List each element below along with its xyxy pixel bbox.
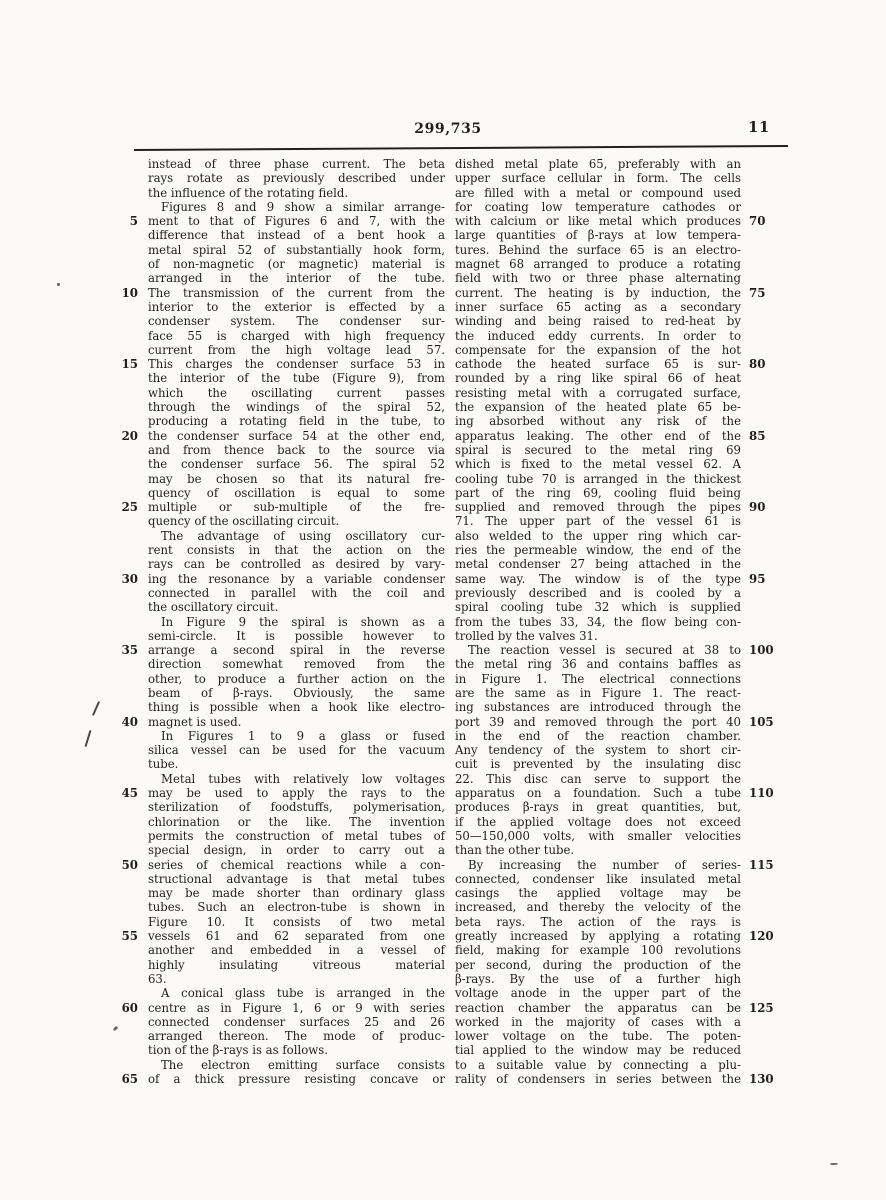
line-text: voltage anode in the upper part of the [455, 986, 741, 1001]
line-number: 5 [129, 214, 138, 229]
text-line [455, 929, 773, 943]
line-text: which is fixed to the metal vessel 62. A [455, 457, 741, 472]
text-line [455, 743, 773, 757]
line-text: in Figure 1. The electrical connections [455, 671, 741, 686]
text-line [112, 900, 445, 914]
text-line [455, 443, 773, 457]
text-line [455, 286, 773, 300]
line-text: face 55 is charged with high frequency [148, 328, 445, 343]
text-line [455, 700, 773, 714]
line-text: vessels 61 and 62 separated from one [148, 929, 445, 944]
line-text: the oscillatory circuit. [148, 600, 279, 615]
text-line [112, 1015, 445, 1029]
line-text: and from thence back to the source via [148, 442, 445, 457]
text-line [455, 228, 773, 242]
text-line [455, 615, 773, 629]
text-line [455, 214, 773, 228]
line-text: worked in the majority of cases with a [455, 1014, 741, 1029]
line-text: for coating low temperature cathodes or [455, 199, 741, 214]
line-number: 100 [749, 643, 774, 658]
line-text: A conical glass tube is arranged in the [161, 986, 445, 1001]
line-number: 125 [749, 1000, 774, 1015]
line-text: sterilization of foodstuffs, polymerisation, [148, 800, 445, 815]
text-line [455, 386, 773, 400]
text-line [112, 228, 445, 242]
line-number: 15 [121, 357, 138, 372]
text-line [455, 343, 773, 357]
line-text: quency of the oscillating circuit. [148, 514, 340, 529]
line-text: multiple or sub-multiple of the fre- [148, 500, 445, 515]
line-text: are filled with a metal or compound used [455, 185, 741, 200]
text-line [455, 729, 773, 743]
line-text: the influence of the rotating field. [148, 185, 349, 200]
text-line [455, 958, 773, 972]
line-text: inner surface 65 acting as a secondary [455, 299, 741, 314]
text-line [455, 486, 773, 500]
line-text: the induced eddy currents. In order to [455, 328, 741, 343]
line-text: metal condenser 27 being attached in the [455, 557, 741, 572]
text-line [455, 257, 773, 271]
line-text: The transmission of the current from the [148, 285, 445, 300]
line-text: spiral cooling tube 32 which is supplied [455, 600, 741, 615]
text-line [112, 729, 445, 743]
text-line [455, 329, 773, 343]
text-line [112, 572, 445, 586]
text-line [455, 186, 773, 200]
line-text: cuit is prevented by the insulating disc [455, 757, 741, 772]
line-text: casings the applied voltage may be [455, 886, 741, 901]
line-text: port 39 and removed through the port 40 [455, 714, 741, 729]
line-text: part of the ring 69, cooling fluid being [455, 485, 741, 500]
text-line [112, 715, 445, 729]
line-text: β-rays. By the use of a further high [455, 971, 741, 986]
line-number: 95 [749, 571, 766, 586]
line-text: may be used to apply the rays to the [148, 786, 445, 801]
line-text: may be made shorter than ordinary glass [148, 886, 445, 901]
line-number: 60 [121, 1000, 138, 1015]
line-text: connected, condenser like insulated metal [455, 871, 741, 886]
line-text: semi-circle. It is possible however to [148, 628, 445, 643]
line-text: Metal tubes with relatively low voltages [161, 771, 445, 786]
text-line [112, 543, 445, 557]
text-line [112, 472, 445, 486]
text-line [455, 886, 773, 900]
line-text: metal spiral 52 of substantially hook form, [148, 242, 445, 257]
line-text: winding and being raised to red-heat by [455, 314, 741, 329]
line-text: the interior of the tube (Figure 9), from [148, 371, 445, 386]
text-line [112, 757, 445, 771]
text-line [455, 986, 773, 1000]
line-number: 85 [749, 428, 766, 443]
line-text: condenser system. The condenser sur- [148, 314, 445, 329]
text-line [455, 900, 773, 914]
text-line [112, 1043, 445, 1057]
text-line [112, 1058, 445, 1072]
text-line [455, 686, 773, 700]
text-line [455, 429, 773, 443]
line-text: through the windings of the spiral 52, [148, 400, 445, 415]
text-line [112, 600, 445, 614]
text-line [455, 1029, 773, 1043]
line-text: than the other tube. [455, 843, 575, 858]
line-text: in the end of the reaction chamber. [455, 728, 741, 743]
text-line [455, 1072, 773, 1086]
line-text: ing the resonance by a variable condenser [148, 571, 445, 586]
text-line [455, 586, 773, 600]
text-line [112, 1072, 445, 1086]
text-line [112, 700, 445, 714]
line-number: 75 [749, 285, 766, 300]
line-text: spiral is secured to the metal ring 69 [455, 442, 741, 457]
line-number: 45 [121, 786, 138, 801]
text-line [455, 314, 773, 328]
line-text: connected in parallel with the coil and [148, 585, 445, 600]
line-number: 30 [121, 571, 138, 586]
text-line [112, 257, 445, 271]
line-text: reaction chamber the apparatus can be [455, 1000, 741, 1015]
line-text: increased, and thereby the velocity of the [455, 900, 741, 915]
text-line [112, 214, 445, 228]
line-text: the metal ring 36 and contains baffles as [455, 657, 741, 672]
text-line [112, 186, 445, 200]
text-line [112, 343, 445, 357]
line-text: rality of condensers in series between the [455, 1072, 741, 1086]
text-line [112, 843, 445, 857]
text-line [455, 858, 773, 872]
line-text: produces β-rays in great quantities, but, [455, 800, 741, 815]
text-line [455, 557, 773, 571]
text-line [112, 672, 445, 686]
line-text: supplied and removed through the pipes [455, 500, 741, 515]
text-line [455, 371, 773, 385]
line-text: per second, during the production of the [455, 957, 741, 972]
text-line [455, 943, 773, 957]
line-text: direction somewhat removed from the [148, 657, 445, 672]
line-number: 35 [121, 643, 138, 658]
line-text: also welded to the upper ring which car- [455, 528, 741, 543]
line-text: the condenser surface 54 at the other end, [148, 428, 445, 443]
text-line [112, 1001, 445, 1015]
text-line [455, 643, 773, 657]
text-line [455, 200, 773, 214]
line-text: ries the permeable window, the end of the [455, 543, 741, 558]
line-text: interior to the exterior is effected by a [148, 299, 445, 314]
line-text: previously described and is cooled by a [455, 585, 741, 600]
text-line [455, 843, 773, 857]
line-text: tion of the β-rays is as follows. [148, 1043, 328, 1058]
line-text: tubes. Such an electron-tube is shown in [148, 900, 445, 915]
text-line [112, 1029, 445, 1043]
line-text: rent consists in that the action on the [148, 543, 445, 558]
text-line [455, 915, 773, 929]
line-text: upper surface cellular in form. The cells [455, 171, 741, 186]
text-line [112, 200, 445, 214]
line-text: The advantage of using oscillatory cur- [161, 528, 445, 543]
column-left [112, 157, 445, 1086]
text-line [112, 300, 445, 314]
text-line [112, 486, 445, 500]
line-text: to a suitable value by connecting a plu- [455, 1057, 741, 1072]
text-line [455, 157, 773, 171]
text-line [455, 243, 773, 257]
line-text: beam of β-rays. Obviously, the same [148, 685, 445, 700]
text-line [455, 1058, 773, 1072]
line-text: are the same as in Figure 1. The react- [455, 685, 741, 700]
text-line [455, 772, 773, 786]
text-line [455, 572, 773, 586]
text-line [455, 715, 773, 729]
line-text: 63. [148, 971, 167, 986]
line-text: producing a rotating field in the tube, to [148, 414, 445, 429]
line-text: lower voltage on the tube. The poten- [455, 1029, 741, 1044]
line-text: Figures 8 and 9 show a similar arrange- [161, 199, 445, 214]
line-text: tial applied to the window may be reduced [455, 1043, 741, 1058]
text-line [112, 743, 445, 757]
text-line [112, 386, 445, 400]
line-text: connected condenser surfaces 25 and 26 [148, 1014, 445, 1029]
text-line [112, 171, 445, 185]
line-text: from the tubes 33, 34, the flow being con- [455, 614, 741, 629]
text-line [112, 915, 445, 929]
text-line [112, 800, 445, 814]
line-text: arranged in the interior of the tube. [148, 271, 445, 286]
text-line [112, 243, 445, 257]
text-line [112, 557, 445, 571]
line-text: other, to produce a further action on the [148, 671, 445, 686]
text-line [112, 943, 445, 957]
text-line [455, 414, 773, 428]
line-number: 120 [749, 929, 774, 944]
line-number: 130 [749, 1072, 774, 1086]
text-line [455, 872, 773, 886]
column-right [455, 157, 773, 1086]
text-line [112, 772, 445, 786]
line-text: In Figures 1 to 9 a glass or fused [161, 728, 445, 743]
line-text: cooling tube 70 is arranged in the thickest [455, 471, 741, 486]
line-number: 10 [121, 285, 138, 300]
text-line [112, 858, 445, 872]
line-text: beta rays. The action of the rays is [455, 914, 741, 929]
line-number: 55 [121, 929, 138, 944]
line-text: may be chosen so that its natural fre- [148, 471, 445, 486]
text-line [455, 815, 773, 829]
line-text: difference that instead of a bent hook a [148, 228, 445, 243]
text-line [455, 472, 773, 486]
text-line [112, 414, 445, 428]
text-line [455, 1015, 773, 1029]
text-line [112, 657, 445, 671]
page-number: 11 [748, 118, 770, 136]
line-text: another and embedded in a vessel of [148, 943, 445, 958]
text-line [112, 400, 445, 414]
text-line [112, 314, 445, 328]
text-line [112, 886, 445, 900]
line-text: large quantities of β-rays at low tempera- [455, 228, 741, 243]
text-line [455, 657, 773, 671]
line-number: 65 [121, 1072, 138, 1086]
line-text: structional advantage is that metal tubes [148, 871, 445, 886]
text-line [455, 800, 773, 814]
line-text: Figure 10. It consists of two metal [148, 914, 445, 929]
text-line [112, 529, 445, 543]
line-text: field with two or three phase alternating [455, 271, 741, 286]
line-number: 40 [121, 714, 138, 729]
line-number: 115 [749, 857, 774, 872]
text-line [112, 615, 445, 629]
text-line [112, 357, 445, 371]
line-number: 50 [121, 857, 138, 872]
line-text: compensate for the expansion of the hot [455, 342, 741, 357]
scan-artifact [57, 283, 60, 286]
line-text: current from the high voltage lead 57. [148, 342, 445, 357]
text-line [112, 629, 445, 643]
header-divider [134, 145, 788, 151]
line-number: 25 [121, 500, 138, 515]
line-text: This charges the condenser surface 53 in [148, 357, 445, 372]
line-text: tube. [148, 757, 179, 772]
text-line [455, 529, 773, 543]
text-line [112, 429, 445, 443]
text-line [455, 543, 773, 557]
text-line [455, 786, 773, 800]
scan-artifact [92, 701, 100, 716]
line-number: 80 [749, 357, 766, 372]
text-line [112, 815, 445, 829]
text-line [112, 643, 445, 657]
line-text: apparatus on a foundation. Such a tube [455, 786, 741, 801]
line-text: series of chemical reactions while a con- [148, 857, 445, 872]
line-text: The electron emitting surface consists [161, 1057, 445, 1072]
text-line [112, 443, 445, 457]
text-line [112, 457, 445, 471]
text-line [112, 586, 445, 600]
line-text: greatly increased by applying a rotating [455, 929, 741, 944]
line-text: 50—150,000 volts, with smaller velocities [455, 828, 741, 843]
text-line [455, 300, 773, 314]
line-text: apparatus leaking. The other end of the [455, 428, 741, 443]
text-line [455, 1043, 773, 1057]
line-number: 90 [749, 500, 766, 515]
text-line [112, 329, 445, 343]
line-number: 110 [749, 786, 774, 801]
line-text: rays rotate as previously described under [148, 171, 445, 186]
text-line [455, 972, 773, 986]
line-text: 71. The upper part of the vessel 61 is [455, 514, 741, 529]
line-text: dished metal plate 65, preferably with an [455, 157, 741, 171]
text-line [455, 271, 773, 285]
line-text: magnet 68 arranged to produce a rotating [455, 257, 741, 272]
text-line [112, 972, 445, 986]
line-text: instead of three phase current. The beta [148, 157, 445, 171]
text-line [112, 929, 445, 943]
text-line [112, 514, 445, 528]
line-text: thing is possible when a hook like electro- [148, 700, 445, 715]
line-text: ment to that of Figures 6 and 7, with the [148, 214, 445, 229]
text-line [455, 400, 773, 414]
line-text: Any tendency of the system to short cir- [455, 743, 741, 758]
text-line [455, 514, 773, 528]
line-text: special design, in order to carry out a [148, 843, 445, 858]
line-text: of a thick pressure resisting concave or [148, 1072, 445, 1086]
text-line [112, 872, 445, 886]
line-text: quency of oscillation is equal to some [148, 485, 445, 500]
scan-artifact [830, 1163, 838, 1165]
line-text: the condenser surface 56. The spiral 52 [148, 457, 445, 472]
line-text: rounded by a ring like spiral 66 of heat [455, 371, 741, 386]
line-text: resisting metal with a corrugated surface, [455, 385, 741, 400]
text-line [455, 829, 773, 843]
text-line [112, 986, 445, 1000]
line-text: By increasing the number of series- [468, 857, 741, 872]
text-line [112, 958, 445, 972]
text-line [455, 171, 773, 185]
line-text: ing absorbed without any risk of the [455, 414, 741, 429]
text-line [455, 757, 773, 771]
text-line [455, 1001, 773, 1015]
line-text: highly insulating vitreous material [148, 957, 445, 972]
line-text: In Figure 9 the spiral is shown as a [161, 614, 445, 629]
line-text: silica vessel can be used for the vacuum [148, 743, 445, 758]
line-text: same way. The window is of the type [455, 571, 741, 586]
line-text: the expansion of the heated plate 65 be- [455, 400, 741, 415]
scan-artifact [85, 730, 92, 747]
text-line [455, 500, 773, 514]
text-line [112, 271, 445, 285]
line-text: field, making for example 100 revolutions [455, 943, 741, 958]
patent-number: 299,735 [414, 121, 482, 137]
text-line [455, 357, 773, 371]
text-line [455, 457, 773, 471]
line-text: trolled by the valves 31. [455, 628, 598, 643]
line-text: which the oscillating current passes [148, 385, 445, 400]
text-line [112, 829, 445, 843]
text-line [455, 600, 773, 614]
line-text: rays can be controlled as desired by vary- [148, 557, 445, 572]
line-text: permits the construction of metal tubes of [148, 828, 445, 843]
line-text: The reaction vessel is secured at 38 to [468, 643, 741, 658]
line-text: arrange a second spiral in the reverse [148, 643, 445, 658]
line-number: 70 [749, 214, 766, 229]
line-number: 105 [749, 714, 774, 729]
line-text: of non-magnetic (or magnetic) material is [148, 257, 445, 272]
line-text: if the applied voltage does not exceed [455, 814, 741, 829]
text-line [112, 686, 445, 700]
line-text: tures. Behind the surface 65 is an electro- [455, 242, 741, 257]
line-number: 20 [121, 428, 138, 443]
line-text: with calcium or like metal which produces [455, 214, 741, 229]
line-text: magnet is used. [148, 714, 242, 729]
text-line [112, 786, 445, 800]
line-text: ing substances are introduced through the [455, 700, 741, 715]
line-text: chlorination or the like. The invention [148, 814, 445, 829]
line-text: centre as in Figure 1, 6 or 9 with series [148, 1000, 445, 1015]
text-line [112, 371, 445, 385]
line-text: cathode the heated surface 65 is sur- [455, 357, 741, 372]
line-text: 22. This disc can serve to support the [455, 771, 741, 786]
text-line [112, 286, 445, 300]
text-line [112, 157, 445, 171]
text-line [112, 500, 445, 514]
text-line [455, 629, 773, 643]
text-line [455, 672, 773, 686]
line-text: arranged thereon. The mode of produc- [148, 1029, 445, 1044]
line-text: current. The heating is by induction, the [455, 285, 741, 300]
